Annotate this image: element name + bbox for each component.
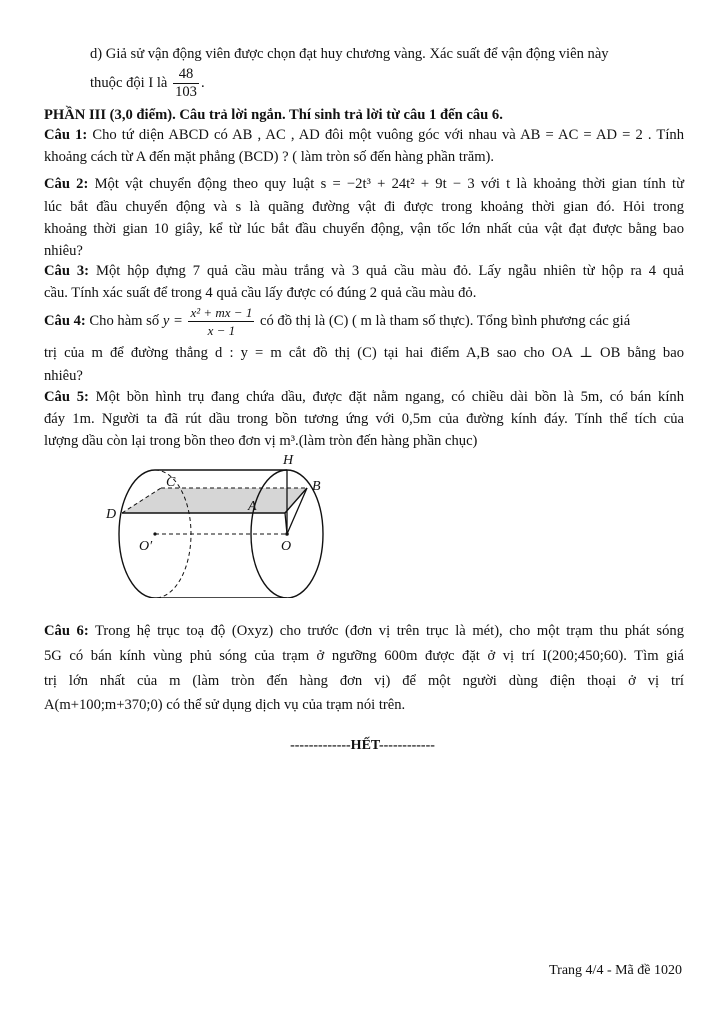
- q3-line1: [44, 260, 684, 282]
- function-fraction: [188, 304, 254, 339]
- oil-surface-shading: [122, 488, 307, 513]
- label-D: D: [106, 507, 117, 522]
- part3-heading: PHẦN III (3,0 điểm). Câu trả lời ngắn. Thí sinh trả lời từ câu 1 đến câu 6.: [44, 107, 503, 123]
- function-denominator: x − 1: [207, 323, 236, 339]
- q3-text1: Một hộp đựng 7 quả cầu màu trắng và 3 quả cầu màu đỏ. Lấy ngẫu nhiên từ hộp ra 4 quả: [95, 263, 685, 279]
- q-d-line1: d) Giả sử vận động viên được chọn đạt huy chương vàng. Xác suất để vận động viên này: [90, 46, 609, 62]
- label-H: H: [283, 453, 294, 468]
- point-O1: [153, 532, 156, 535]
- q4-line2: trị của m để đường thẳng d : y = m cắt đồ thị (C) tại hai điểm A,B sao cho OA ⊥ OB bằng bao: [44, 345, 684, 361]
- label-A: A: [248, 499, 257, 514]
- q5-label: Câu 5:: [44, 389, 89, 405]
- q6-line3: trị lớn nhất của m (làm tròn đến hàng đơn vị) để một người dùng điện thoại ở vị trí: [44, 673, 684, 689]
- q6-label: Câu 6:: [44, 623, 89, 639]
- q3-line2: cầu. Tính xác suất để trong 4 quả cầu lấy được có đúng 2 quả cầu màu đỏ.: [44, 285, 477, 301]
- q4-label: Câu 4:: [44, 313, 86, 329]
- fraction-denominator: 103: [175, 84, 197, 100]
- label-B: B: [312, 479, 321, 494]
- q6-line4: A(m+100;m+370;0) có thể sử dụng dịch vụ của trạm nói trên.: [44, 697, 406, 713]
- page-footer: Trang 4/4 - Mã đề 1020: [549, 963, 682, 978]
- q2-text1: Một vật chuyển động theo quy luật s = −2t³ + 24t² + 9t − 3 với t là khoảng thời gian tính từ: [94, 176, 684, 192]
- left-base-front-arc: [119, 470, 155, 598]
- function-numerator: x² + mx − 1: [190, 305, 253, 321]
- q2-line1: [44, 173, 684, 195]
- q3-label: Câu 3:: [44, 263, 90, 279]
- q6-line2: 5G có bán kính vùng phủ sóng của trạm ở ngưỡng 600m được đặt ở vị trí I(200;450;60). Tìm giá: [44, 648, 684, 664]
- q4-pre: Cho hàm số: [89, 313, 160, 329]
- q6-text1: Trong hệ trục toạ độ (Oxyz) cho trước (đơn vị trên trục là mét), cho một trạm thu phát sóng: [95, 623, 684, 639]
- q1-text1: Cho tứ diện ABCD có AB , AC , AD đôi một vuông góc với nhau và AB = AC = AD = 2 . Tính: [92, 127, 684, 143]
- cylinder-figure: [95, 448, 355, 598]
- q5-text1: Một bồn hình trụ đang chứa dầu, được đặt nằm ngang, có chiều dài bồn là 5m, có bán kính: [95, 389, 684, 405]
- probability-fraction: [173, 66, 199, 101]
- q2-line3: khoảng thời gian 10 giây, kể từ lúc bắt đầu chuyển động, vận tốc lớn nhất của vật đạt được bằng bao: [44, 221, 684, 237]
- point-O: [285, 532, 289, 536]
- q4-y-eq: y =: [162, 313, 183, 329]
- q5-line2: đáy 1m. Người ta đã rút dầu trong bồn tương ứng với 0,5m của đường kính đáy. Tính thể tích của: [44, 411, 684, 427]
- q1-line1: [44, 124, 684, 146]
- label-O-prime: O′: [139, 539, 153, 554]
- q6-line1: [44, 620, 684, 642]
- label-C: C: [166, 475, 176, 490]
- q4-line3: nhiêu?: [44, 368, 83, 384]
- end-mark: -------------HẾT------------: [290, 738, 435, 753]
- q2-line4: nhiêu?: [44, 243, 83, 259]
- q1-line2: khoảng cách từ A đến mặt phẳng (BCD) ? ( làm tròn số đến hàng phần trăm).: [44, 149, 495, 165]
- q-d-line2-post: .: [200, 74, 205, 91]
- q-d-line2: [90, 66, 725, 101]
- q2-line2: lúc bắt đầu chuyển động và s là quãng đường vật đi được trong khoảng thời gian đó. Hỏi trong: [44, 199, 684, 215]
- q-d-line2-pre: thuộc đội I là: [90, 74, 168, 91]
- q4-line1: [44, 304, 684, 339]
- q5-line1: [44, 386, 684, 408]
- label-O: O: [281, 539, 292, 554]
- q4-post: có đồ thị là (C) ( m là tham số thực). Tổng bình phương các giá: [259, 313, 631, 329]
- q2-label: Câu 2:: [44, 176, 89, 192]
- q1-label: Câu 1:: [44, 127, 88, 143]
- q5-line3: lượng dầu còn lại trong bồn theo đơn vị m³.(làm tròn đến hàng phần chục): [44, 433, 478, 449]
- fraction-numerator: 48: [173, 66, 199, 84]
